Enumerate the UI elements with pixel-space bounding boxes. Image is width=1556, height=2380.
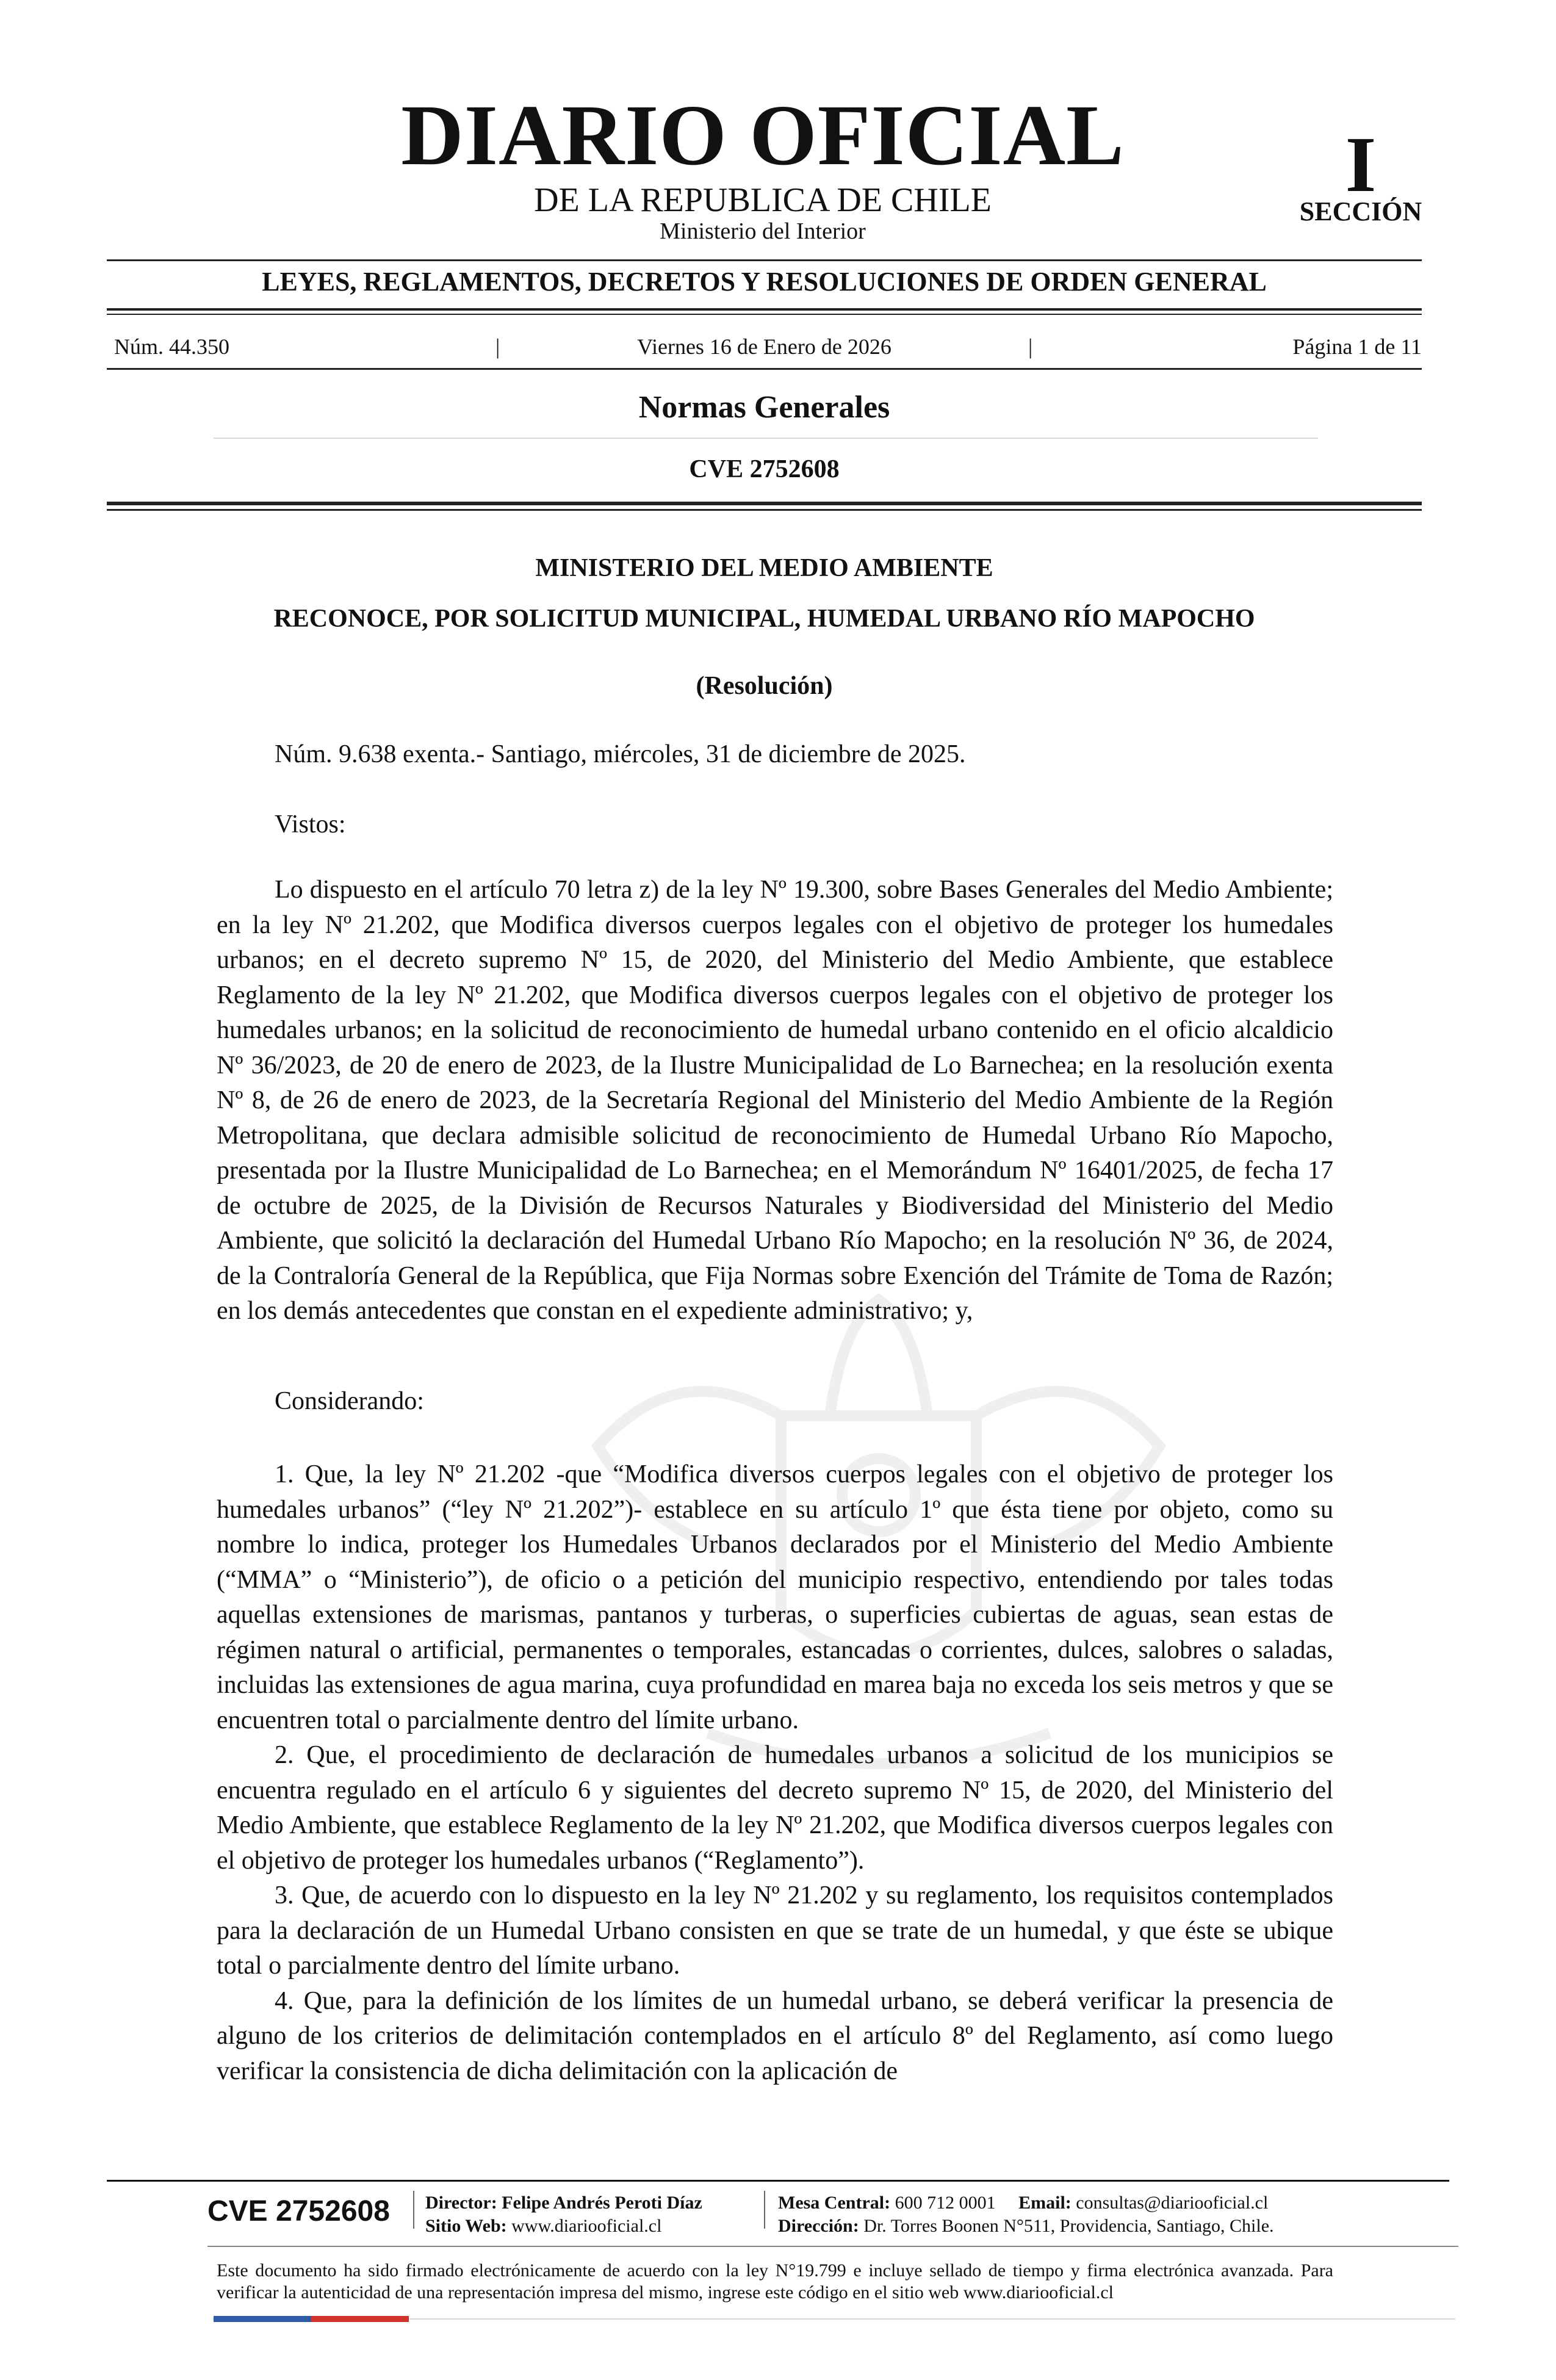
website-link[interactable]: www.diariooficial.cl [511, 2216, 662, 2236]
flag-stripe-line [409, 2318, 1455, 2320]
resolution-title: RECONOCE, POR SOLICITUD MUNICIPAL, HUMEDAL URBANO RÍO MAPOCHO [273, 605, 1255, 633]
footer-website [425, 2215, 661, 2237]
section-label: SECCIÓN [1299, 197, 1422, 226]
considerandos-list [217, 1457, 1333, 2089]
issue-date: Viernes 16 de Enero de 2026 [637, 334, 891, 359]
footer-contact [778, 2192, 1268, 2214]
document-type-heading: LEYES, REGLAMENTOS, DECRETOS Y RESOLUCIONES DE ORDEN GENERAL [262, 267, 1267, 297]
header-divider-thick [107, 308, 1422, 311]
separator: | [1028, 334, 1033, 359]
vistos-text: Lo dispuesto en el artículo 70 letra z) de la ley Nº 19.300, sobre Bases Generales del Medio Ambiente; en la ley Nº 21.202, que Modifica diversos cuerpos legales con el objetivo de proteger los humedales urbanos; en el decreto supremo Nº 15, de 2020, del Ministerio del Medio Ambiente, que establece Reglamento de la ley Nº 21.202, que Modifica diversos cuerpos legales con el objetivo de proteger los humedales urbanos; en la solicitud de reconocimiento de humedal urbano contenido en el oficio alcaldicio Nº 36/2023, de 20 de enero de 2023, de la Ilustre Municipalidad de Lo Barnechea; en la resolución exenta Nº 8, de 26 de enero de 2023, de la Secretaría Regional del Ministerio del Medio Ambiente de la Región Metropolitana, que declara admisible solicitud de reconocimiento de Humedal Urbano Río Mapocho, presentada por la Ilustre Municipalidad de Lo Barnechea; en el Memorándum Nº 16401/2025, de fecha 17 de octubre de 2025, de la División de Recursos Naturales y Biodiversidad del Ministerio del Medio Ambiente, que solicitó la declaración del Humedal Urbano Río Mapocho; en la resolución Nº 36, de 2024, de la Contraloría General de la República, que Fija Normas sobre Exención del Trámite de Toma de Razón; en los demás antecedentes que constan en el expediente administrativo; y, [217, 876, 1333, 1325]
issue-number: Núm. 44.350 [114, 334, 229, 359]
considerando-item: 3. Que, de acuerdo con lo dispuesto en la ley Nº 21.202 y su reglamento, los requisitos contemplados para la declaración de un Humedal Urbano consisten en que se trate de un humedal, y que éste se ubique total o parcialmente dentro del límite urbano. [217, 1881, 1333, 1980]
address-value: Dr. Torres Boonen N°511, Providencia, Santiago, Chile. [863, 2216, 1274, 2236]
resolution-number: Núm. 9.638 exenta.- Santiago, miércoles, 31 de diciembre de 2025. [275, 740, 966, 768]
ministry-heading: MINISTERIO DEL MEDIO AMBIENTE [535, 554, 993, 582]
footer-divider [107, 2180, 1449, 2182]
flag-stripe-red [311, 2316, 409, 2322]
website-label: Sitio Web: [425, 2216, 507, 2236]
email-label: Email: [1018, 2193, 1072, 2213]
issue-info-row [107, 333, 1422, 360]
footer-separator [764, 2191, 765, 2229]
section-title-underline [214, 438, 1318, 439]
header-divider [107, 259, 1422, 261]
considerando-label: Considerando: [275, 1387, 424, 1415]
ministry-line: Ministerio del Interior [660, 218, 866, 244]
director-name: Felipe Andrés Peroti Díaz [502, 2193, 702, 2213]
page-indicator: Página 1 de 11 [1292, 334, 1422, 359]
section-title: Normas Generales [638, 390, 890, 425]
flag-stripe-blue [214, 2316, 311, 2322]
footer-director [425, 2192, 702, 2214]
section-number: I [1345, 121, 1377, 209]
phone-value: 600 712 0001 [895, 2193, 996, 2213]
info-divider [107, 368, 1422, 370]
vistos-paragraph [217, 873, 1333, 1329]
newspaper-subtitle: DE LA REPUBLICA DE CHILE [534, 181, 992, 219]
footer-cve-code: CVE 2752608 [207, 2195, 390, 2227]
cve-divider-thin [107, 509, 1422, 511]
separator: | [495, 334, 500, 359]
masthead [0, 87, 1556, 250]
header-divider-thin [107, 314, 1422, 315]
newspaper-title: DIARIO OFICIAL [401, 87, 1125, 183]
email-link[interactable]: consultas@diariooficial.cl [1076, 2193, 1269, 2213]
cve-code: CVE 2752608 [689, 455, 840, 483]
considerando-item: 4. Que, para la definición de los límites de un humedal urbano, se deberá verificar la presencia de alguno de los criterios de delimitación contemplados en el artículo 8º del Reglamento, así como luego verificar la consistencia de dicha delimitación con la aplicación de [217, 1986, 1333, 2085]
phone-label: Mesa Central: [778, 2193, 891, 2213]
considerando-item: 1. Que, la ley Nº 21.202 -que “Modifica diversos cuerpos legales con el objetivo de proteger los humedales urbanos” (“ley Nº 21.202”)- establece en su artículo 1º que ésta tiene por objeto, como su nombre lo indica, proteger los Humedales Urbanos declarados por el Ministerio del Medio Ambiente (“MMA” o “Ministerio”), de oficio o a petición del municipio respectivo, entendiendo por tales todas aquellas extensiones de marismas, pantanos y turberas, o superficies cubiertas de aguas, sean estas de régimen natural o artificial, permanentes o temporales, estancadas o corrientes, dulces, salobres o saladas, incluidas las extensiones de agua marina, cuya profundidad en marea baja no exceda los seis metros y que se encuentren total o parcialmente dentro del límite urbano. [217, 1460, 1333, 1734]
address-label: Dirección: [778, 2216, 859, 2236]
considerando-item: 2. Que, el procedimiento de declaración de humedales urbanos a solicitud de los municipios se encuentra regulado en el artículo 6 y siguientes del decreto supremo Nº 15, de 2020, del Ministerio del Medio Ambiente, que establece Reglamento de la ley Nº 21.202, que Modifica diversos cuerpos legales con el objetivo de proteger los humedales urbanos (“Reglamento”). [217, 1741, 1333, 1875]
footer-address [778, 2215, 1274, 2237]
resolution-label: (Resolución) [696, 672, 833, 700]
vistos-label: Vistos: [275, 810, 346, 838]
director-label: Director: [425, 2193, 497, 2213]
cve-divider-thick [107, 502, 1422, 505]
footer-separator [413, 2191, 414, 2229]
footer-inner-divider [207, 2246, 1458, 2247]
footer-legal-note: Este documento ha sido firmado electrónicamente de acuerdo con la ley N°19.799 e incluye sellado de tiempo y firma electrónica avanzada. Para verificar la autenticidad de una representación impresa del mismo, ingrese este código en el sitio web www.diariooficial.cl [217, 2260, 1333, 2302]
